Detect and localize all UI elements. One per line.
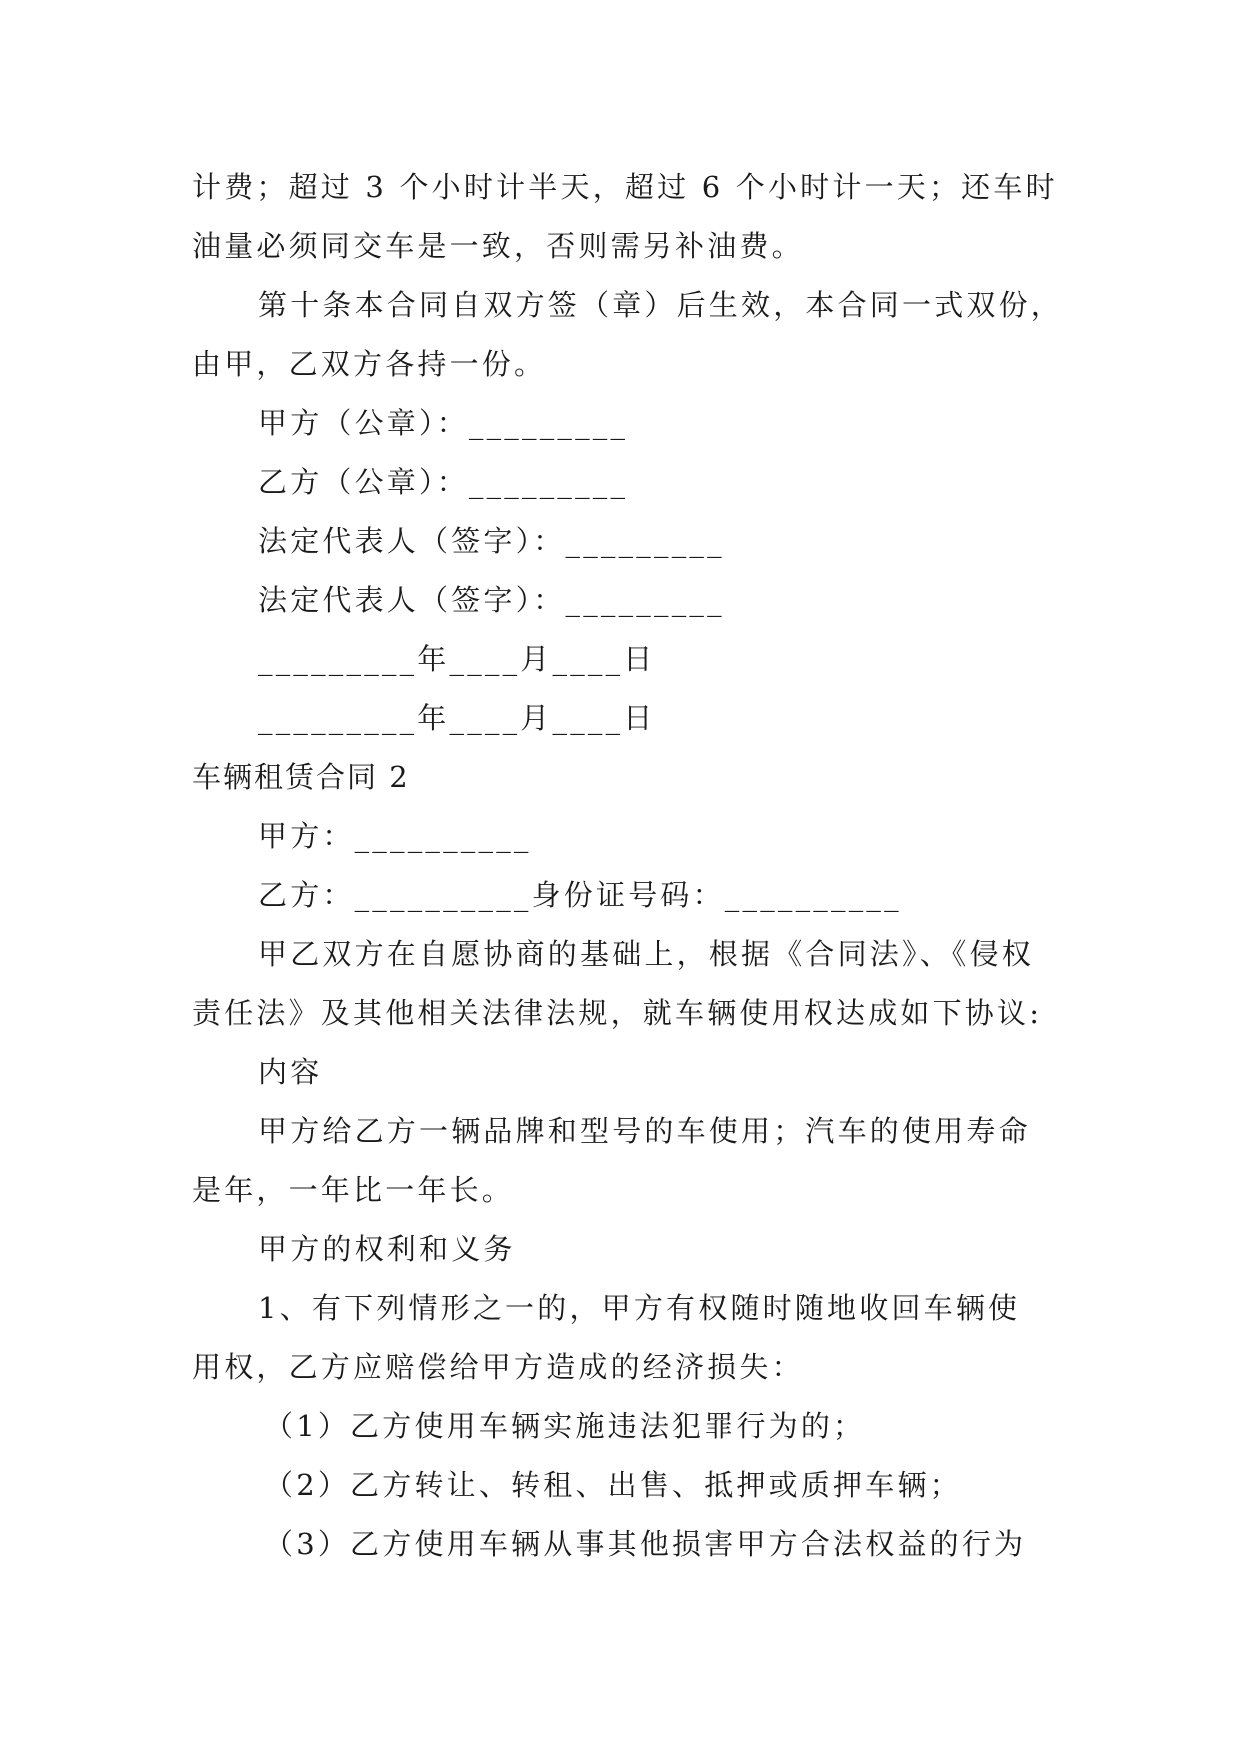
text-line-15: 责任法》及其他相关法律法规，就车辆使用权达成如下协议: xyxy=(192,996,1043,1030)
list-item-3: （3）乙方使用车辆从事其他损害甲方合法权益的行为 xyxy=(264,1527,1027,1561)
text-line-14: 甲乙双方在自愿协商的基础上，根据《合同法》、《侵权 xyxy=(258,937,1035,971)
list-item-1: （1）乙方使用车辆实施违法犯罪行为的； xyxy=(264,1409,866,1443)
date-line-2: _________年____月____日 xyxy=(258,701,656,735)
section-heading-content: 内容 xyxy=(258,1055,323,1089)
legal-rep-signature-line-1: 法定代表人（签字）：_________ xyxy=(258,524,725,558)
party-b-seal-line: 乙方（公章）：_________ xyxy=(258,465,629,499)
text-line-2: 油量必须同交车是一致，否则需另补油费。 xyxy=(192,229,804,263)
document-body xyxy=(192,158,1064,1574)
text-line-1: 计费；超过 3 个小时计半天，超过 6 个小时计一天；还车时 xyxy=(192,170,1058,204)
party-a-line: 甲方：__________ xyxy=(258,819,532,853)
section-heading-rights: 甲方的权利和义务 xyxy=(258,1232,516,1266)
date-line-1: _________年____月____日 xyxy=(258,642,656,676)
party-a-seal-line: 甲方（公章）：_________ xyxy=(258,406,629,440)
text-line-4: 由甲，乙双方各持一份。 xyxy=(192,347,547,381)
text-line-17: 甲方给乙方一辆品牌和型号的车使用；汽车的使用寿命 xyxy=(258,1114,1031,1148)
text-line-20: 1、有下列情形之一的，甲方有权随时随地收回车辆使 xyxy=(258,1291,1021,1325)
text-line-3: 第十条本合同自双方签（章）后生效，本合同一式双份， xyxy=(258,288,1064,322)
list-item-2: （2）乙方转让、转租、出售、抵押或质押车辆； xyxy=(264,1468,962,1502)
legal-rep-signature-line-2: 法定代表人（签字）：_________ xyxy=(258,583,725,617)
contract-title: 车辆租赁合同 2 xyxy=(192,760,410,794)
party-b-id-line: 乙方：__________身份证号码：__________ xyxy=(258,878,902,912)
text-line-18: 是年，一年比一年长。 xyxy=(192,1173,515,1207)
text-line-21: 用权，乙方应赔偿给甲方造成的经济损失： xyxy=(192,1350,804,1384)
